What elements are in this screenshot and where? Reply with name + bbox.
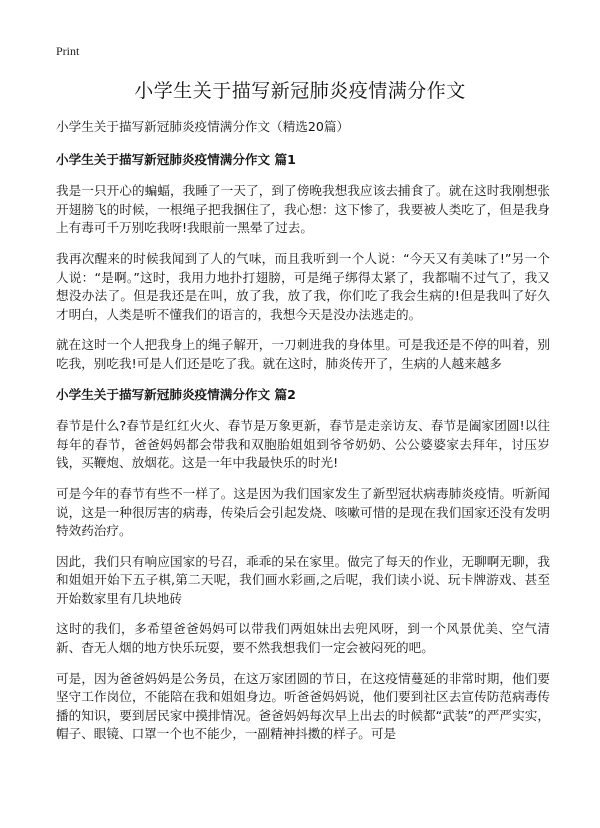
paragraph: 春节是什么?春节是红红火火、春节是万象更新，春节是走亲访友、春节是阖家团圆!以往每年的春节，爸爸妈妈都会带我和双胞胎姐姐到爷爷奶奶、公公婆婆家去拜年，讨压岁钱，买鞭炮、放烟花。这是一年中我最快乐的时光! bbox=[56, 418, 550, 471]
print-link[interactable]: Print bbox=[56, 44, 80, 58]
paragraph: 我再次醒来的时候我闻到了人的气味，而且我听到一个人说：“今天又有美味了!”另一个人说：“是啊。”这时，我用力地扑打翅膀，可是绳子绑得太紧了，我都喘不过气了，我又想没办法了。但是我还是在叫，放了我，放了我，你们吃了我会生病的!但是我叫了好久才明白，人类是听不懂我们的语言的，我想今天是没办法逃走的。 bbox=[56, 250, 550, 322]
essay-section-2 bbox=[56, 386, 550, 745]
paragraph: 可是今年的春节有些不一样了。这是因为我们国家发生了新型冠状病毒肺炎疫情。听新闻说，这是一种很厉害的病毒，传染后会引起发烧、咳嗽可惜的是现在我们国家还没有发明特效药治疗。 bbox=[56, 485, 550, 539]
document-subtitle: 小学生关于描写新冠肺炎疫情满分作文（精选20篇） bbox=[56, 119, 350, 134]
paragraph: 这时的我们，多希望爸爸妈妈可以带我们两姐妹出去兜风呀，到一个风景优美、空气清新、杳无人烟的地方快乐玩耍，要不然我想我们一定会被闷死的吧。 bbox=[56, 621, 550, 656]
document-title: 小学生关于描写新冠肺炎疫情满分作文 bbox=[134, 80, 466, 102]
essay-section-1 bbox=[56, 151, 550, 374]
paragraph: 因此，我们只有响应国家的号召，乖乖的呆在家里。做完了每天的作业，无聊啊无聊，我和姐姐开始下五子棋,第二天呢，我们画水彩画,之后呢，我们读小说、玩卡牌游戏、甚至开始数家里有几块地砖 bbox=[56, 553, 550, 606]
paragraph: 我是一只开心的蝙蝠，我睡了一天了，到了傍晚我想我应该去捕食了。就在这时我刚想张开翅膀飞的时候，一根绳子把我捆住了，我心想：这下惨了，我要被人类吃了，但是我身上有毒可千万别吃我呀!我眼前一黑晕了过去。 bbox=[56, 183, 550, 236]
paragraph: 就在这时一个人把我身上的绳子解开，一刀刺进我的身体里。可是我还是不停的叫着，别吃我，别吃我!可是人们还是吃了我。就在这时，肺炎传开了，生病的人越来越多 bbox=[56, 337, 550, 371]
paragraph: 可是，因为爸爸妈妈是公务员，在这万家团圆的节日，在这疫情蔓延的非常时期，他们要坚守工作岗位，不能陪在我和姐姐身边。听爸爸妈妈说，他们要到社区去宣传防范病毒传播的知识，要到居民家中摸排情况。爸爸妈妈每次早上出去的时候都“武装”的严严实实，帽子、眼镜、口罩一个也不能少，一副精神抖擞的样子。可是 bbox=[56, 670, 550, 742]
article-body bbox=[56, 118, 550, 756]
section-heading: 小学生关于描写新冠肺炎疫情满分作文 篇2 bbox=[56, 386, 296, 402]
section-heading: 小学生关于描写新冠肺炎疫情满分作文 篇1 bbox=[56, 151, 296, 167]
